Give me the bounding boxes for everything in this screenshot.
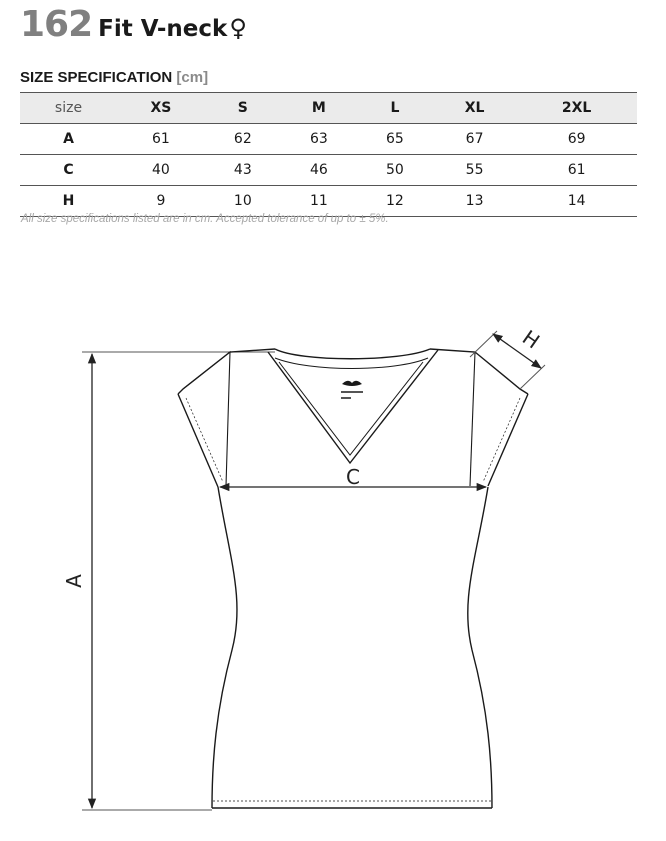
table-cell: 50 [357, 155, 433, 186]
label-h: H [517, 325, 545, 354]
tshirt-outline [178, 349, 528, 808]
table-cell: 14 [516, 186, 637, 217]
table-cell: 12 [357, 186, 433, 217]
table-cell: 55 [433, 155, 516, 186]
table-cell: 13 [433, 186, 516, 217]
label-c: C [346, 465, 360, 489]
label-a: A [62, 574, 86, 588]
spec-heading-text: SIZE SPECIFICATION [20, 69, 173, 86]
size-header-m: M [281, 93, 357, 124]
table-cell: 43 [205, 155, 281, 186]
table-cell: 40 [117, 155, 205, 186]
size-header-xs: XS [117, 93, 205, 124]
dimension-c [220, 465, 486, 489]
product-code: 162 [20, 4, 93, 45]
table-cell: 46 [281, 155, 357, 186]
size-header-s: S [205, 93, 281, 124]
size-header-xl: XL [433, 93, 516, 124]
table-cell: 61 [516, 155, 637, 186]
row-label: C [20, 155, 117, 186]
female-symbol-icon: ♀ [229, 14, 247, 42]
table-cell: 67 [433, 124, 516, 155]
tolerance-note: All size specifications listed are in cm. Accepted tolerance of up to ± 5%. [21, 213, 389, 225]
size-header-2xl: 2XL [516, 93, 637, 124]
product-name: Fit V-neck [98, 16, 228, 42]
table-cell: 61 [117, 124, 205, 155]
table-cell: 10 [205, 186, 281, 217]
size-header-label: size [20, 93, 117, 124]
table-cell: 9 [117, 186, 205, 217]
table-cell: 69 [516, 124, 637, 155]
row-label: A [20, 124, 117, 155]
row-label: H [20, 186, 117, 217]
brand-label-icon [341, 381, 363, 399]
table-cell: 11 [281, 186, 357, 217]
dimension-a [62, 352, 275, 810]
size-header-l: L [357, 93, 433, 124]
table-cell: 65 [357, 124, 433, 155]
spec-unit: [cm] [176, 69, 209, 86]
table-cell: 62 [205, 124, 281, 155]
table-cell: 63 [281, 124, 357, 155]
